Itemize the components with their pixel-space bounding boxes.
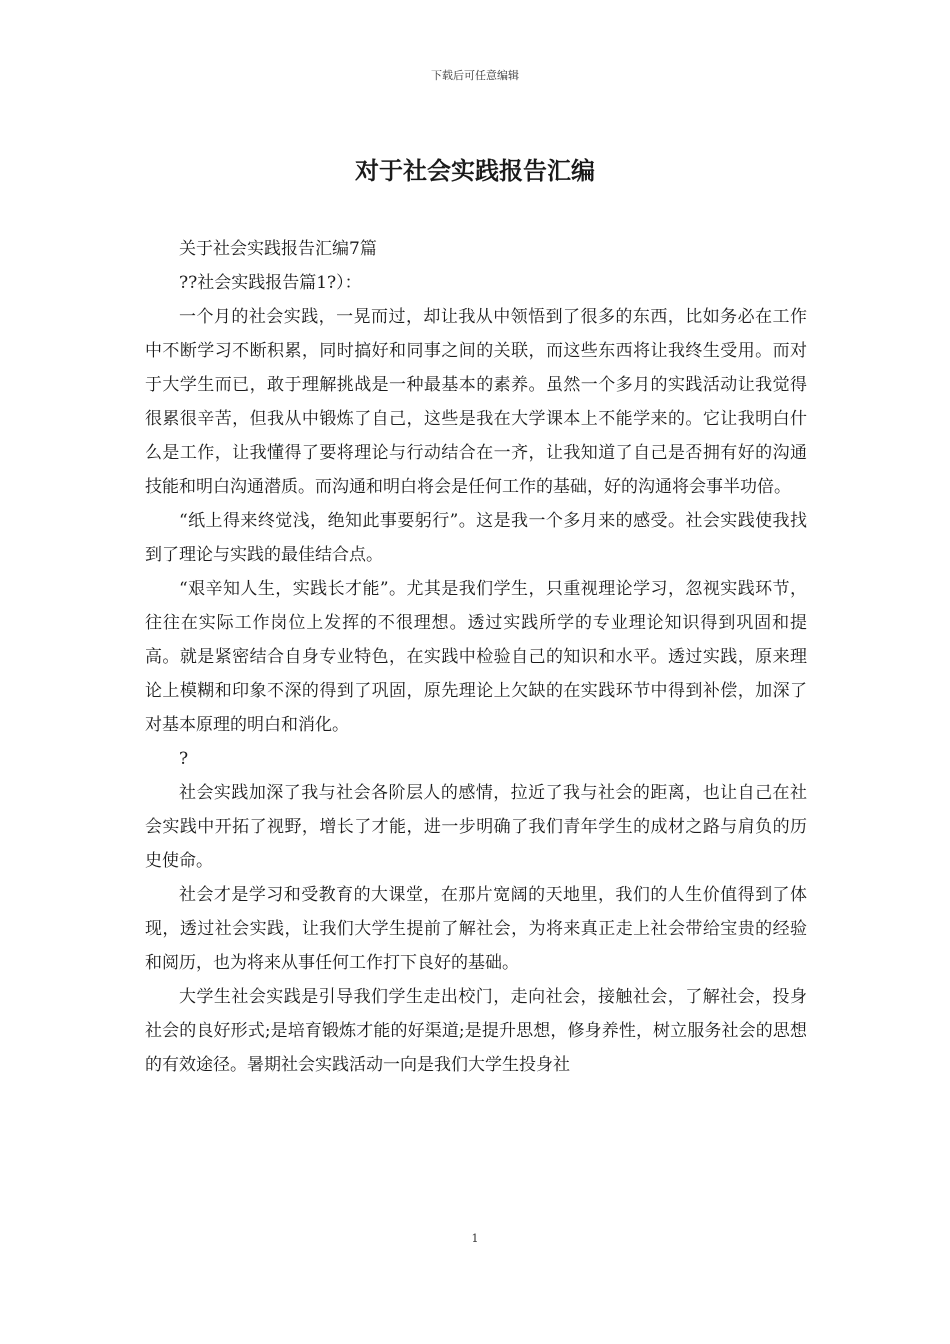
document-body bbox=[145, 232, 807, 1082]
paragraph: 一个月的社会实践，一晃而过，却让我从中领悟到了很多的东西，比如务必在工作中不断学习不断积累，同时搞好和同事之间的关联，而这些东西将让我终生受用。而对于大学生而已，敢于理解挑战是一种最基本的素养。虽然一个多月的实践活动让我觉得很累很辛苦，但我从中锻炼了自己，这些是我在大学课本上不能学来的。它让我明白什么是工作，让我懂得了要将理论与行动结合在一齐，让我知道了自己是否拥有好的沟通技能和明白沟通潜质。而沟通和明白将会是任何工作的基础，好的沟通将会事半功倍。 bbox=[145, 307, 807, 497]
paragraph-section-heading: ??社会实践报告篇1?）： bbox=[179, 273, 362, 293]
paragraph: 大学生社会实践是引导我们学生走出校门，走向社会，接触社会，了解社会，投身社会的良好形式;是培育锻炼才能的好渠道;是提升思想，修身养性，树立服务社会的思想的有效途径。暑期社会实践活动一向是我们大学生投身社 bbox=[145, 987, 807, 1075]
paragraph: ? bbox=[179, 749, 189, 769]
document-title: 对于社会实践报告汇编 bbox=[355, 156, 595, 185]
paragraph: “艰辛知人生，实践长才能”。尤其是我们学生，只重视理论学习，忽视实践环节，往往在实际工作岗位上发挥的不很理想。透过实践所学的专业理论知识得到巩固和提高。就是紧密结合自身专业特色，在实践中检验自己的知识和水平。透过实践，原来理论上模糊和印象不深的得到了巩固，原先理论上欠缺的在实践环节中得到补偿，加深了对基本原理的明白和消化。 bbox=[145, 579, 807, 735]
header-note: 下载后可任意编辑 bbox=[431, 69, 519, 82]
paragraph-subtitle: 关于社会实践报告汇编7篇 bbox=[179, 239, 377, 259]
paragraph: “纸上得来终觉浅，绝知此事要躬行”。这是我一个多月来的感受。社会实践使我找到了理论与实践的最佳结合点。 bbox=[145, 511, 807, 565]
paragraph: 社会才是学习和受教育的大课堂，在那片宽阔的天地里，我们的人生价值得到了体现，透过社会实践，让我们大学生提前了解社会，为将来真正走上社会带给宝贵的经验和阅历，也为将来从事任何工作打下良好的基础。 bbox=[145, 885, 807, 973]
paragraph: 社会实践加深了我与社会各阶层人的感情，拉近了我与社会的距离，也让自己在社会实践中开拓了视野，增长了才能，进一步明确了我们青年学生的成材之路与肩负的历史使命。 bbox=[145, 783, 807, 871]
page-number: 1 bbox=[471, 1232, 479, 1245]
